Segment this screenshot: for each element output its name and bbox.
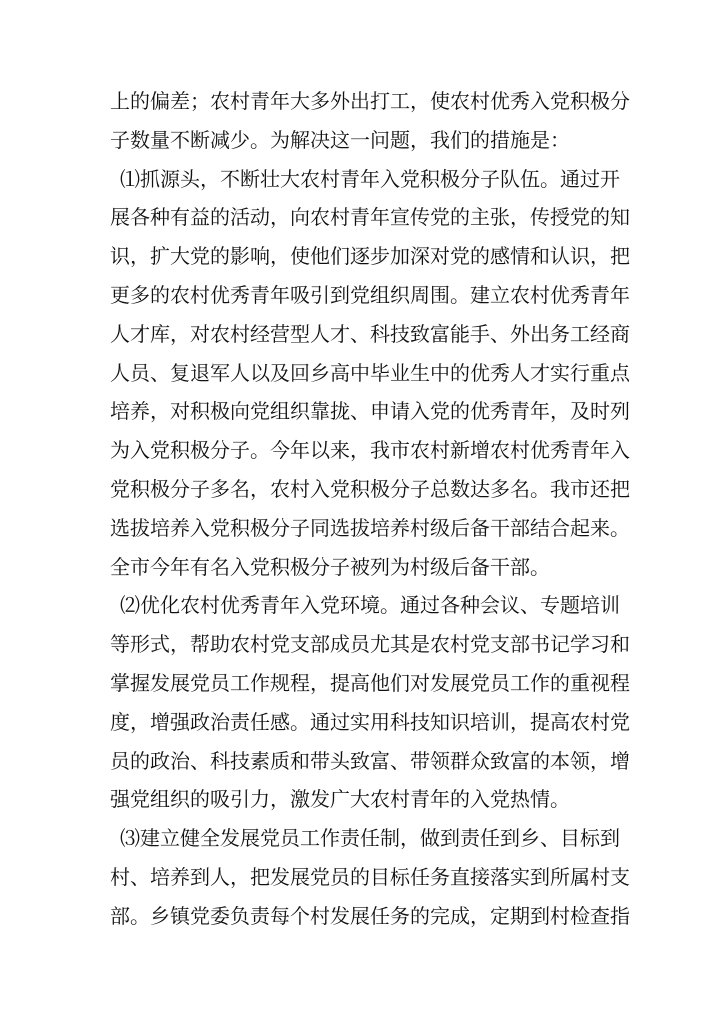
text-line: 更多的农村优秀青年吸引到党组织周围。建立农村优秀青年 — [110, 282, 630, 307]
text-line: 党积极分子多名，农村入党积极分子总数达多名。我市还把 — [110, 476, 630, 501]
text-line: 展各种有益的活动，向农村青年宣传党的主张，传授党的知 — [110, 205, 630, 230]
text-line: 人员、复退军人以及回乡高中毕业生中的优秀人才实行重点 — [110, 360, 630, 385]
text-line: ⑴抓源头，不断壮大农村青年入党积极分子队伍。通过开 — [120, 166, 620, 191]
text-line: ⑵优化农村优秀青年入党环境。通过各种会议、专题培训 — [120, 593, 620, 618]
text-line: 强党组织的吸引力，激发广大农村青年的入党热情。 — [110, 787, 570, 812]
text-line: 人才库，对农村经营型人才、科技致富能手、外出务工经商 — [110, 321, 630, 346]
text-line: 为入党积极分子。今年以来，我市农村新增农村优秀青年入 — [110, 438, 630, 463]
text-line: 全市今年有名入党积极分子被列为村级后备干部。 — [110, 554, 550, 579]
text-line: 识，扩大党的影响，使他们逐步加深对党的感情和认识，把 — [110, 244, 630, 269]
text-line: ⑶建立健全发展党员工作责任制，做到责任到乡、目标到 — [120, 826, 620, 851]
text-line: 上的偏差；农村青年大多外出打工，使农村优秀入党积极分 — [110, 89, 630, 113]
text-line: 掌握发展党员工作规程，提高他们对发展党员工作的重视程 — [110, 670, 630, 695]
text-line: 培养，对积极向党组织靠拢、申请入党的优秀青年，及时列 — [110, 399, 630, 424]
document-body — [110, 82, 630, 936]
text-line: 度，增强政治责任感。通过实用科技知识培训，提高农村党 — [110, 709, 630, 734]
text-line: 等形式，帮助农村党支部成员尤其是农村党支部书记学习和 — [110, 632, 630, 657]
text-line: 子数量不断减少。为解决这一问题，我们的措施是： — [110, 127, 570, 152]
text-line: 选拔培养入党积极分子同选拔培养村级后备干部结合起来。 — [110, 515, 630, 540]
text-line: 员的政治、科技素质和带头致富、带领群众致富的本领，增 — [110, 748, 630, 773]
text-line: 部。乡镇党委负责每个村发展任务的完成，定期到村检查指 — [110, 903, 630, 928]
text-line: 村、培养到人，把发展党员的目标任务直接落实到所属村支 — [110, 864, 630, 889]
